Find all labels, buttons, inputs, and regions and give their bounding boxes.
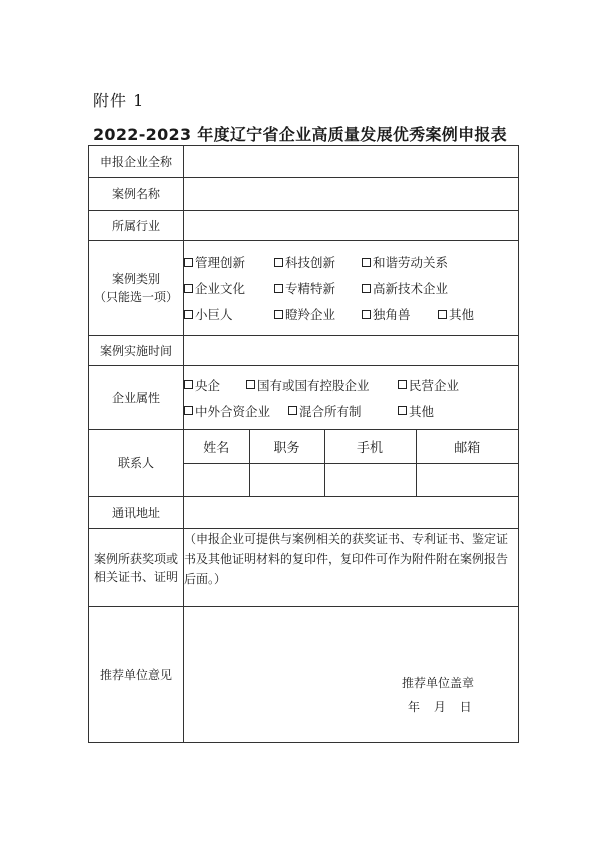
row-implementation-time (89, 336, 519, 366)
enterprise-attr-option[interactable]: 中外合资企业 (184, 402, 288, 420)
case-name-label: 案例名称 (89, 178, 184, 211)
awards-note: （申报企业可提供与案例相关的获奖证书、专利证书、鉴定证书及其他证明材料的复印件，复印件可作为附件附在案例报告后面。） (184, 529, 519, 607)
recommend-label: 推荐单位意见 (89, 607, 184, 743)
checkbox-icon[interactable] (184, 310, 193, 319)
case-type-hint: （只能选一项） (93, 290, 178, 304)
checkbox-icon[interactable] (438, 310, 447, 319)
row-company-name (89, 146, 519, 178)
form-title: 2022-2023 年度辽宁省企业高质量发展优秀案例申报表 (93, 125, 507, 144)
enterprise-attr-row-1 (184, 372, 518, 398)
case-type-option[interactable]: 其他 (438, 305, 474, 323)
case-type-option[interactable]: 管理创新 (184, 253, 274, 271)
contact-phone-field[interactable] (324, 463, 416, 496)
checkbox-icon[interactable] (398, 406, 407, 415)
case-type-label (89, 241, 184, 336)
awards-label-line-1: 案例所获奖项或 (93, 551, 178, 566)
company-name-label: 申报企业全称 (89, 146, 184, 178)
contact-grid (184, 430, 518, 496)
row-enterprise-attr (89, 366, 519, 430)
case-type-option[interactable]: 独角兽 (362, 305, 438, 323)
enterprise-attr-option[interactable]: 民营企业 (398, 376, 459, 394)
case-name-field[interactable] (184, 178, 519, 211)
contact-title-field[interactable] (249, 463, 324, 496)
checkbox-icon[interactable] (274, 258, 283, 267)
checkbox-icon[interactable] (362, 310, 371, 319)
contact-email-field[interactable] (416, 463, 518, 496)
enterprise-attr-option[interactable]: 央企 (184, 376, 246, 394)
checkbox-icon[interactable] (362, 258, 371, 267)
seal-label: 推荐单位盖章 (402, 676, 475, 690)
checkbox-icon[interactable] (362, 284, 371, 293)
case-type-option[interactable]: 小巨人 (184, 305, 274, 323)
case-type-option[interactable]: 瞪羚企业 (274, 305, 362, 323)
checkbox-icon[interactable] (184, 406, 193, 415)
case-type-row-1 (184, 249, 518, 275)
row-address (89, 497, 519, 529)
implementation-time-field[interactable] (184, 336, 519, 366)
industry-label: 所属行业 (89, 211, 184, 241)
case-type-option[interactable]: 企业文化 (184, 279, 274, 297)
attachment-label: 附件 1 (93, 91, 145, 110)
contact-label: 联系人 (89, 430, 184, 497)
case-type-option[interactable]: 高新技术企业 (362, 279, 448, 297)
case-type-title: 案例类别 (111, 272, 160, 286)
contact-grid-cell (184, 430, 519, 497)
enterprise-attr-option[interactable]: 国有或国有控股企业 (246, 376, 398, 394)
industry-field[interactable] (184, 211, 519, 241)
case-type-option[interactable]: 和谐劳动关系 (362, 253, 448, 271)
enterprise-attr-options (184, 366, 519, 430)
address-label: 通讯地址 (89, 497, 184, 529)
enterprise-attr-row-2 (184, 398, 518, 424)
contact-name-field[interactable] (184, 463, 249, 496)
checkbox-icon[interactable] (246, 380, 255, 389)
checkbox-icon[interactable] (398, 380, 407, 389)
row-industry (89, 211, 519, 241)
contact-header-email: 邮箱 (416, 430, 518, 463)
case-type-option[interactable]: 科技创新 (274, 253, 362, 271)
contact-header-title: 职务 (249, 430, 324, 463)
enterprise-attr-option[interactable]: 其他 (398, 402, 434, 420)
checkbox-icon[interactable] (274, 284, 283, 293)
row-case-name (89, 178, 519, 211)
case-type-row-3 (184, 301, 518, 327)
checkbox-icon[interactable] (184, 380, 193, 389)
enterprise-attr-option[interactable]: 混合所有制 (288, 402, 398, 420)
checkbox-icon[interactable] (274, 310, 283, 319)
awards-label (89, 529, 184, 607)
contact-header-name: 姓名 (184, 430, 249, 463)
row-contact (89, 430, 519, 497)
row-case-type (89, 241, 519, 336)
recommend-field[interactable] (184, 607, 519, 743)
implementation-time-label: 案例实施时间 (89, 336, 184, 366)
case-type-option[interactable]: 专精特新 (274, 279, 362, 297)
case-type-options (184, 241, 519, 336)
checkbox-icon[interactable] (184, 284, 193, 293)
address-field[interactable] (184, 497, 519, 529)
application-form-table (88, 145, 519, 743)
checkbox-icon[interactable] (184, 258, 193, 267)
date-label: 年 月 日 (408, 700, 473, 714)
company-name-field[interactable] (184, 146, 519, 178)
row-recommend (89, 607, 519, 743)
enterprise-attr-label: 企业属性 (89, 366, 184, 430)
case-type-row-2 (184, 275, 518, 301)
row-awards (89, 529, 519, 607)
checkbox-icon[interactable] (288, 406, 297, 415)
contact-header-phone: 手机 (324, 430, 416, 463)
awards-label-line-2: 相关证书、证明 (93, 569, 178, 584)
